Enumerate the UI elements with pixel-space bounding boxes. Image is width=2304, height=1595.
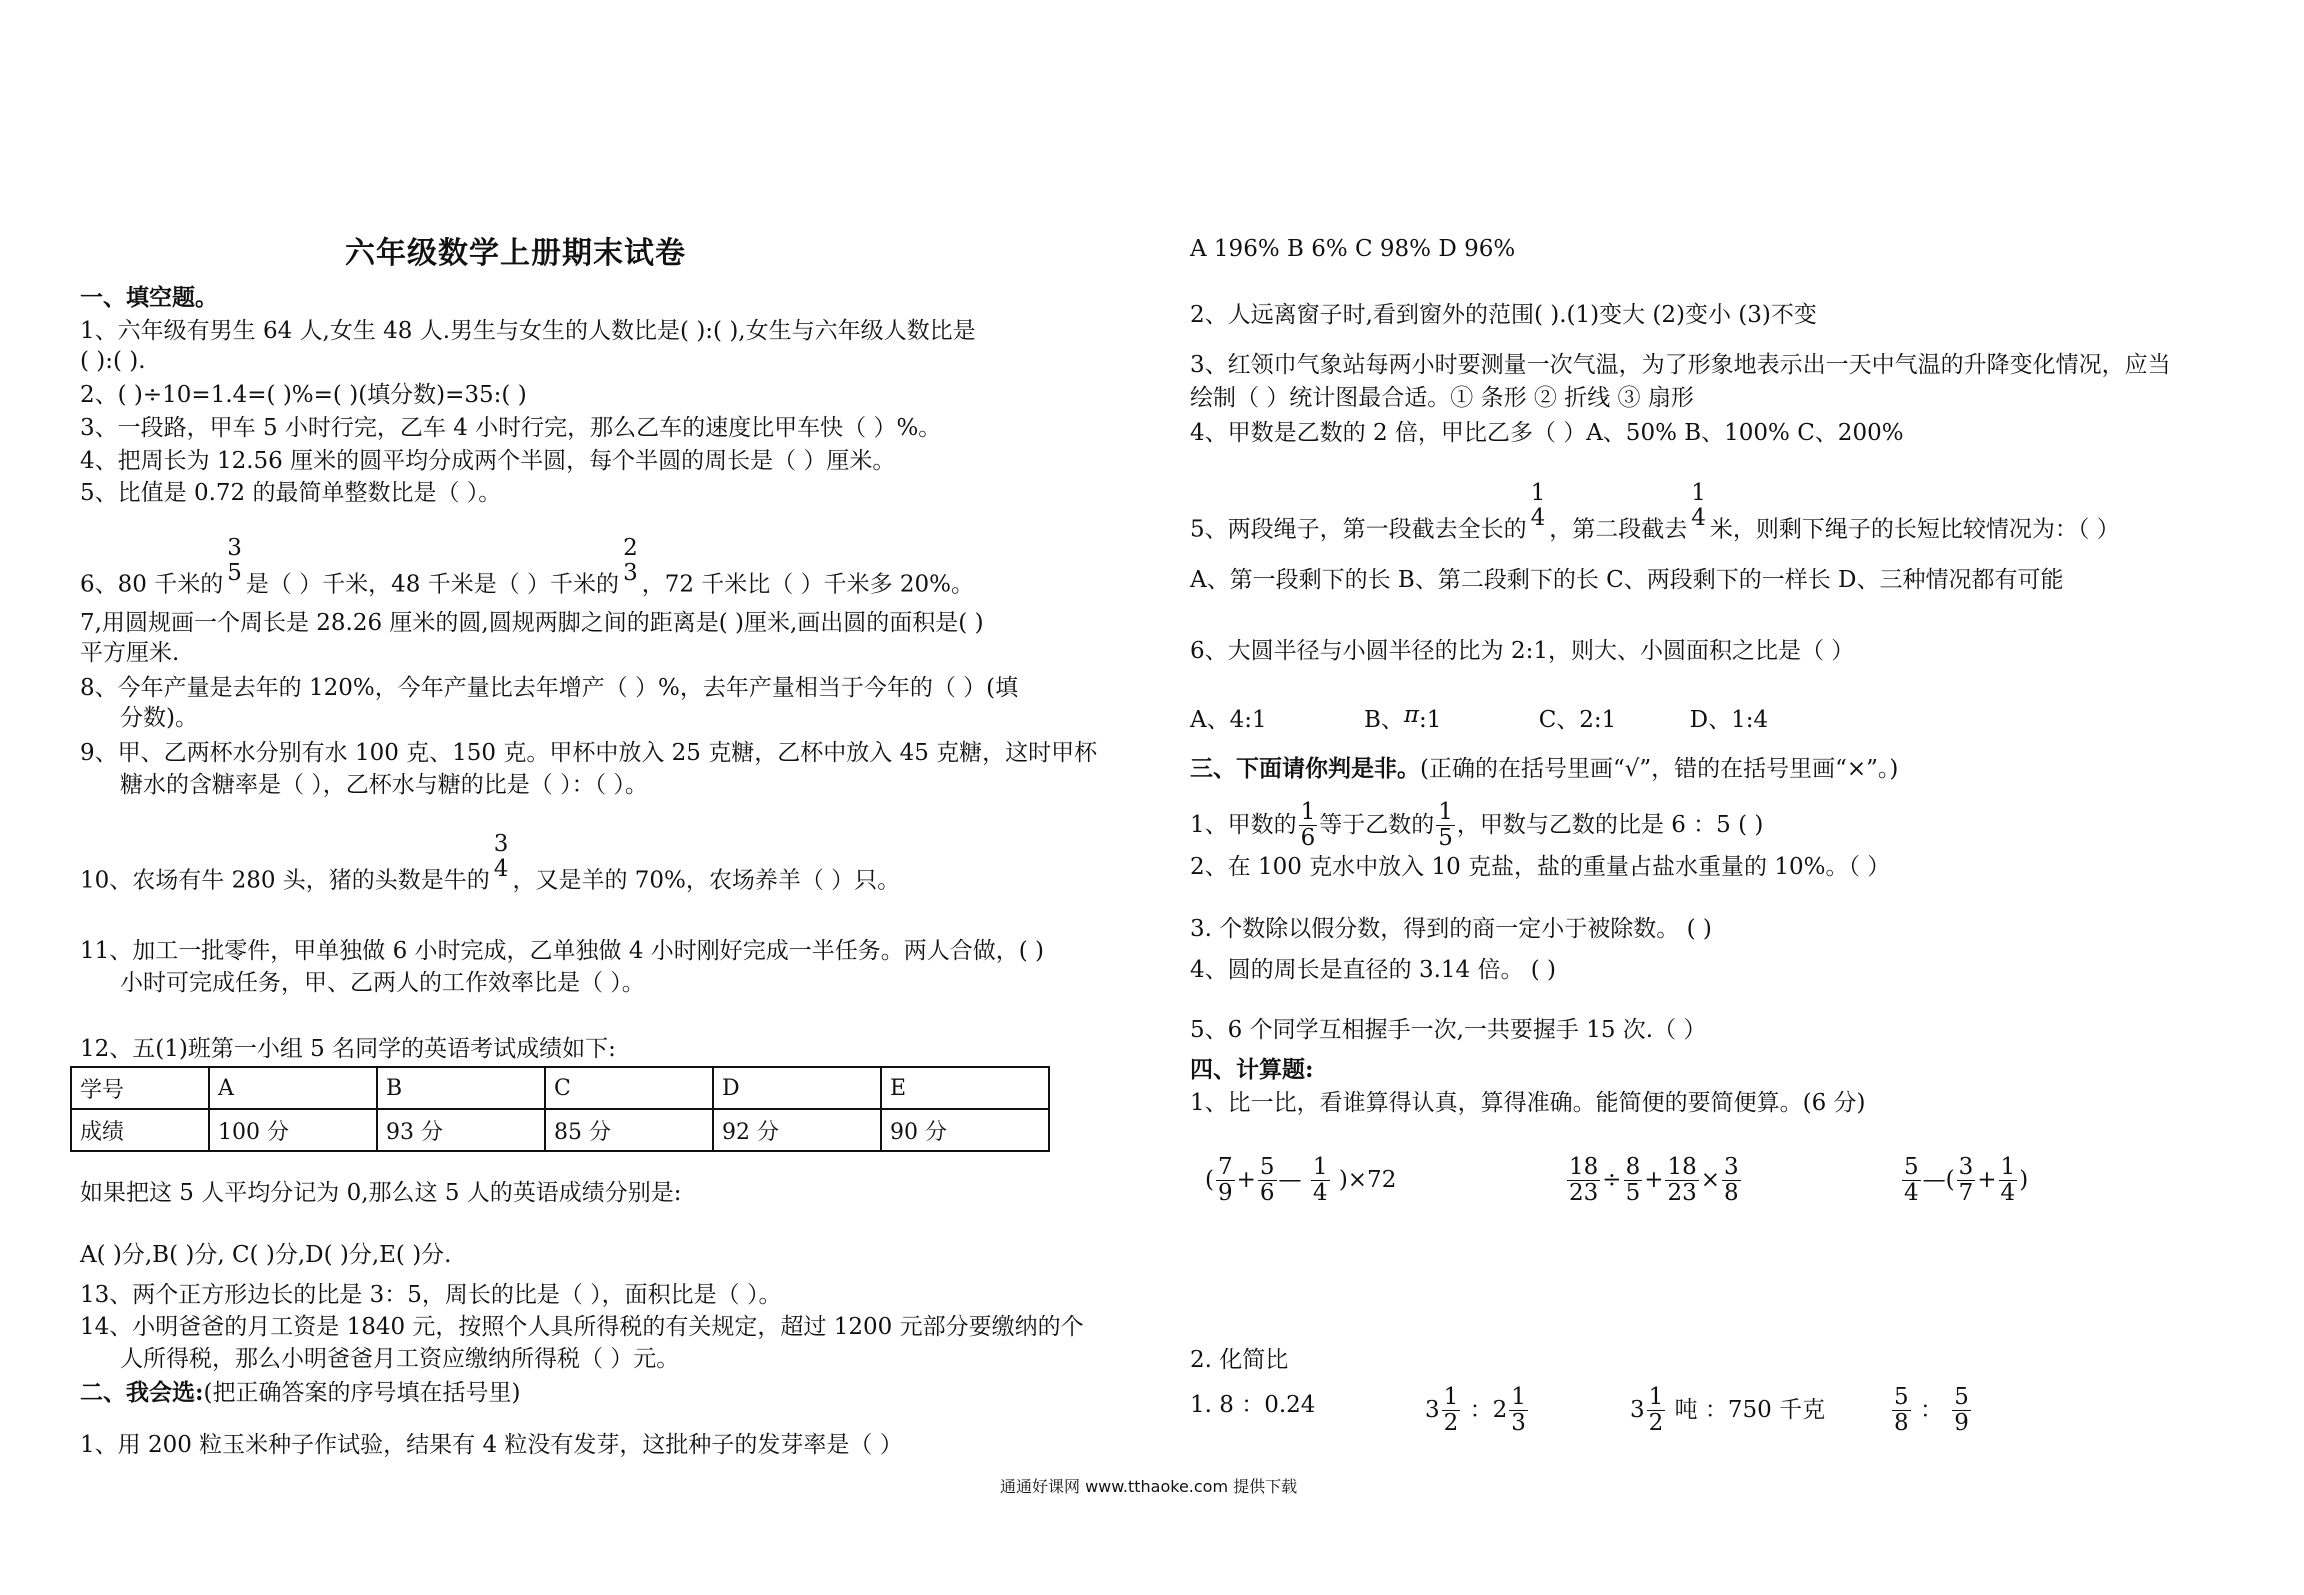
section-true-false-heading <box>1190 754 1898 784</box>
question-13: 13、两个正方形边长的比是 3：5，周长的比是（ ），面积比是（ ）。 <box>80 1282 782 1308</box>
footer-credit: 通通好课网 www.tthaoke.com 提供下载 <box>1000 1477 1298 1496</box>
question-3: 3、一段路，甲车 5 小时行完，乙车 4 小时行完，那么乙车的速度比甲车快（ ）%。 <box>80 415 942 441</box>
question-6-part-b: 是（ ）千米，48 千米是（ ）千米的 <box>245 571 620 598</box>
question-9-line-2: 糖水的含糖率是（ ），乙杯水与糖的比是（ ）：（ ）。 <box>120 772 648 798</box>
table-cell: 成绩 <box>71 1109 209 1151</box>
question-6-part-c: ，72 千米比（ ）千米多 20%。 <box>641 571 975 598</box>
table-cell: B <box>377 1067 545 1109</box>
judge-question-1 <box>1190 800 1763 852</box>
question-7-line-1: 7,用圆规画一个周长是 28.26 厘米的圆,圆规两脚之间的距离是( )厘米,画出圆的面积是( ) <box>80 610 984 636</box>
fraction: $\frac{1}{4}$ <box>2000 1154 2016 1207</box>
option-b: B、π:1 <box>1363 702 1442 733</box>
table-header-row <box>71 1067 1049 1109</box>
fraction-three-fifths: 3 5 <box>227 535 242 587</box>
section-choice-title: 二、我会选: <box>80 1379 204 1406</box>
fraction: $\frac{5}{4}$ <box>1904 1154 1919 1207</box>
choice-question-6-options <box>1190 702 1769 735</box>
ratio-3: 3 $\frac{1}{2}$ 吨 ：750 千克 <box>1630 1384 1826 1437</box>
choice-question-5-part-a: 5、两段绳子，第一段截去全长的 <box>1190 516 1527 543</box>
question-12-answers: A( )分,B( )分, C( )分,D( )分,E( )分. <box>80 1242 452 1268</box>
question-10-part-b: ，又是羊的 70%，农场养羊（ ）只。 <box>512 867 901 894</box>
pi-symbol: π <box>1403 702 1419 728</box>
fraction: $\frac{8}{5}$ <box>1625 1154 1641 1207</box>
fraction: $\frac{18}{23}$ <box>1667 1154 1697 1207</box>
choice-question-1-options: A 196% B 6% C 98% D 96% <box>1190 236 1516 262</box>
fraction: $\frac{5}{9}$ <box>1954 1384 1969 1437</box>
ratio-2: 3 $\frac{1}{2}$ ：2 $\frac{1}{3}$ <box>1425 1384 1526 1437</box>
question-11-line-2: 小时可完成任务，甲、乙两人的工作效率比是（ ）。 <box>120 970 645 996</box>
fraction-one-quarter: 1 4 <box>1691 480 1706 532</box>
expression-2: $\frac{18}{23}$ ÷ $\frac{8}{5}$ + $\frac{18}{23}$ × $\frac{3}{8}$ <box>1569 1154 1739 1207</box>
fraction-two-thirds: 2 3 <box>623 535 638 587</box>
option-a: A、4:1 <box>1190 707 1267 733</box>
question-12: 12、五(1)班第一小组 5 名同学的英语考试成绩如下: <box>80 1036 616 1062</box>
question-4: 4、把周长为 12.56 厘米的圆平均分成两个半圆，每个半圆的周长是（ ）厘米。 <box>80 448 896 474</box>
choice-question-1: 1、用 200 粒玉米种子作试验，结果有 4 粒没有发芽，这批种子的发芽率是（ ） <box>80 1432 903 1458</box>
fraction: $\frac{1}{4}$ <box>1312 1154 1328 1207</box>
ratio-4: $\frac{5}{8}$ ： $\frac{5}{9}$ <box>1894 1384 1969 1437</box>
expression-1: ( $\frac{7}{9}$ + $\frac{5}{6}$ — $\frac{1}{4}$ )×72 <box>1205 1154 1397 1207</box>
fraction-three-quarters: 3 4 <box>493 831 509 883</box>
question-14-line-2: 人所得税，那么小明爸爸月工资应缴纳所得税（ ）元。 <box>120 1346 680 1372</box>
question-8-line-2: 分数)。 <box>120 705 198 731</box>
section-calculation-heading: 四、计算题: <box>1190 1056 1314 1083</box>
choice-question-3-line-1: 3、红领巾气象站每两小时要测量一次气温，为了形象地表示出一天中气温的升降变化情况，应当 <box>1190 352 2171 378</box>
question-5: 5、比值是 0.72 的最简单整数比是（ ）。 <box>80 480 502 506</box>
fraction: $\frac{5}{8}$ <box>1894 1384 1909 1437</box>
fraction: $\frac{1}{2}$ <box>1648 1384 1664 1437</box>
table-row <box>71 1109 1049 1151</box>
question-11-line-1: 11、加工一批零件，甲单独做 6 小时完成，乙单独做 4 小时刚好完成一半任务。两人合做，( ) <box>80 938 1045 964</box>
fraction-one-fifth: $\frac{1}{5}$ <box>1438 799 1453 852</box>
table-cell: 93 分 <box>377 1109 545 1151</box>
choice-question-3-line-2: 绘制（ ）统计图最合适。① 条形 ② 折线 ③ 扇形 <box>1190 385 1694 411</box>
section-true-false-title: 三、下面请你判是非。 <box>1190 755 1420 782</box>
question-6-part-a: 6、80 千米的 <box>80 571 224 598</box>
judge-question-1-part-c: ，甲数与乙数的比是 6 ：5 ( ) <box>1456 811 1764 838</box>
section-fill-in-heading: 一、填空题。 <box>80 284 218 311</box>
calculation-question-2: 2. 化简比 <box>1190 1347 1289 1373</box>
score-table <box>70 1066 1050 1152</box>
table-cell: 100 分 <box>209 1109 377 1151</box>
question-9-line-1: 9、甲、乙两杯水分别有水 100 克、150 克。甲杯中放入 25 克糖，乙杯中放入 45 克糖，这时甲杯 <box>80 740 1098 766</box>
fraction: $\frac{3}{8}$ <box>1724 1154 1739 1207</box>
section-choice-heading <box>80 1378 520 1408</box>
fraction: $\frac{1}{2}$ <box>1443 1384 1459 1437</box>
question-8-line-1: 8、今年产量是去年的 120%，今年产量比去年增产（ ）%，去年产量相当于今年的（ ）(填 <box>80 675 1019 701</box>
fraction: $\frac{3}{7}$ <box>1958 1154 1974 1207</box>
choice-question-5-options: A、第一段剩下的长 B、第二段剩下的长 C、两段剩下的一样长 D、三种情况都有可能 <box>1190 567 2064 593</box>
question-12-note: 如果把这 5 人平均分记为 0,那么这 5 人的英语成绩分别是: <box>80 1180 682 1206</box>
table-cell: C <box>545 1067 713 1109</box>
judge-question-1-part-a: 1、甲数的 <box>1190 811 1297 838</box>
question-6 <box>80 535 975 611</box>
table-cell: 90 分 <box>881 1109 1049 1151</box>
fraction-one-quarter: 1 4 <box>1530 480 1546 532</box>
table-cell: E <box>881 1067 1049 1109</box>
expression-3: $\frac{5}{4}$ —( $\frac{3}{7}$ + $\frac{1}{4}$ ) <box>1904 1154 2029 1207</box>
left-column <box>80 0 1160 1595</box>
choice-question-5 <box>1190 480 2120 556</box>
judge-question-1-part-b: 等于乙数的 <box>1319 811 1435 838</box>
choice-question-2: 2、人远离窗子时,看到窗外的范围( ).(1)变大 (2)变小 (3)不变 <box>1190 302 1817 328</box>
ratio-1: 1. 8 ：0.24 <box>1190 1392 1316 1418</box>
fraction: $\frac{7}{9}$ <box>1217 1154 1233 1207</box>
fraction: $\frac{18}{23}$ <box>1569 1154 1599 1207</box>
question-10 <box>80 831 901 907</box>
table-cell: 学号 <box>71 1067 209 1109</box>
question-1-line-2: ( ):( ). <box>80 348 146 374</box>
choice-question-4: 4、甲数是乙数的 2 倍，甲比乙多（ ）A、50% B、100% C、200% <box>1190 420 1904 446</box>
judge-question-5: 5、6 个同学互相握手一次,一共要握手 15 次.（ ） <box>1190 1017 1707 1043</box>
right-column <box>1190 0 2290 1595</box>
table-cell: 85 分 <box>545 1109 713 1151</box>
choice-question-6: 6、大圆半径与小圆半径的比为 2:1，则大、小圆面积之比是（ ） <box>1190 638 1855 664</box>
section-choice-note: (把正确答案的序号填在括号里) <box>203 1380 521 1406</box>
table-cell: D <box>713 1067 881 1109</box>
table-cell: A <box>209 1067 377 1109</box>
choice-question-5-part-b: ，第二段截去 <box>1549 516 1688 543</box>
section-true-false-note: (正确的在括号里画“√”，错的在括号里画“×”。) <box>1420 756 1899 782</box>
fraction-one-sixth: $\frac{1}{6}$ <box>1300 799 1316 852</box>
calculation-question-1: 1、比一比，看谁算得认真，算得准确。能简便的要简便算。(6 分) <box>1190 1090 1866 1116</box>
question-14-line-1: 14、小明爸爸的月工资是 1840 元，按照个人具所得税的有关规定，超过 1200 元部分要缴纳的个 <box>80 1314 1084 1340</box>
option-d: D、1:4 <box>1689 707 1769 733</box>
question-1-line-1: 1、六年级有男生 64 人,女生 48 人.男生与女生的人数比是( ):( ),女生与六年级人数比是 <box>80 318 976 344</box>
table-cell: 92 分 <box>713 1109 881 1151</box>
choice-question-5-part-c: 米，则剩下绳子的长短比较情况为：（ ） <box>1709 516 2120 543</box>
question-2: 2、( )÷10=1.4=( )%=( )(填分数)=35:( ) <box>80 382 527 408</box>
fraction: $\frac{1}{3}$ <box>1511 1384 1526 1437</box>
question-7-line-2: 平方厘米. <box>80 640 180 666</box>
exam-title: 六年级数学上册期末试卷 <box>345 236 686 271</box>
judge-question-3: 3. 个数除以假分数，得到的商一定小于被除数。 ( ) <box>1190 916 1712 942</box>
judge-question-4: 4、圆的周长是直径的 3.14 倍。 ( ) <box>1190 957 1557 983</box>
judge-question-2: 2、在 100 克水中放入 10 克盐，盐的重量占盐水重量的 10%。（ ） <box>1190 854 1891 880</box>
question-10-part-a: 10、农场有牛 280 头，猪的头数是牛的 <box>80 867 490 894</box>
fraction: $\frac{5}{6}$ <box>1259 1154 1275 1207</box>
option-c: C、2:1 <box>1538 707 1617 733</box>
